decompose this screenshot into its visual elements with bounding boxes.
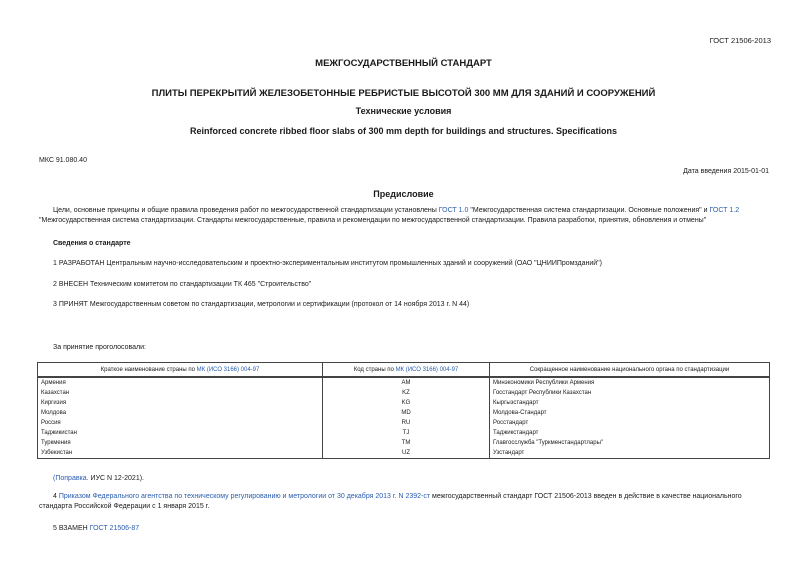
gost-1-2-link[interactable]: ГОСТ 1.2	[709, 207, 740, 214]
gost-1-0-link[interactable]: ГОСТ 1.0	[438, 207, 469, 214]
amendment-link[interactable]: (Поправка.	[53, 475, 89, 482]
cell-code: KZ	[323, 388, 490, 398]
cell-code: UZ	[323, 448, 490, 459]
header-country-name-text: Краткое наименование страны по	[100, 366, 197, 373]
item4-text: межгосударственный стандарт ГОСТ 21506-2013 введен в действие в качестве национального стандарта Российской Федерации с 1 января 2015 г.	[39, 493, 742, 510]
table-row	[38, 448, 770, 459]
introduction-date: Дата введения 2015-01-01	[683, 168, 769, 175]
table-row	[38, 408, 770, 418]
table-row	[38, 418, 770, 428]
cell-org: Росстандарт	[490, 418, 770, 428]
document-subtitle: Технические условия	[355, 106, 452, 116]
document-title-english: Reinforced concrete ribbed floor slabs of 300 mm depth for buildings and structures. Specifications	[189, 126, 618, 136]
table-row	[38, 428, 770, 438]
voting-countries-table	[37, 362, 770, 459]
cell-country: Туркмения	[38, 438, 323, 448]
cell-code: TM	[323, 438, 490, 448]
cell-org: Госстандарт Республики Казахстан	[490, 388, 770, 398]
voted-label: За принятие проголосовали:	[53, 344, 146, 351]
cell-code: AM	[323, 377, 490, 388]
order-link[interactable]: Приказом Федерального агентства по техническому регулированию и метрологии от 30 декабря 2013 г. N 2392-ст	[58, 493, 431, 500]
item-adopted: 3 ПРИНЯТ Межгосударственным советом по стандартизации, метрологии и сертификации (протокол от 14 ноября 2013 г. N 44)	[53, 301, 470, 308]
table-row	[38, 388, 770, 398]
mk-iso-link-1[interactable]: МК (ИСО 3166) 004-97	[196, 366, 260, 373]
header-country-name	[38, 363, 323, 378]
cell-country: Таджикистан	[38, 428, 323, 438]
table-row	[38, 438, 770, 448]
cell-country: Киргизия	[38, 398, 323, 408]
cell-org: Молдова-Стандарт	[490, 408, 770, 418]
item4-prefix: 4	[53, 493, 59, 500]
cell-country: Армения	[38, 377, 323, 388]
document-code: ГОСТ 21506-2013	[709, 36, 771, 45]
header-country-code	[323, 363, 490, 378]
cell-code: KG	[323, 398, 490, 408]
preface-goals-paragraph	[39, 206, 769, 226]
cell-org: Узстандарт	[490, 448, 770, 459]
amendment-note	[53, 474, 144, 484]
header-standards-body: Сокращенное наименование национального органа по стандартизации	[490, 363, 770, 378]
item-replaces	[53, 524, 139, 534]
preface-heading: Предисловие	[373, 189, 434, 199]
table-header-row	[38, 363, 770, 378]
goals-text-3: "Межгосударственная система стандартизации. Стандарты межгосударственные, правила и рекомендации по межгосударственной стандартизации. Правила разработки, принятия, обновления и отмены"	[39, 217, 707, 224]
standard-type-heading: МЕЖГОСУДАРСТВЕННЫЙ СТАНДАРТ	[315, 58, 492, 69]
table-row	[38, 377, 770, 388]
amendment-text: ИУС N 12-2021).	[88, 475, 144, 482]
cell-code: TJ	[323, 428, 490, 438]
header-country-code-text: Код страны по	[353, 366, 396, 373]
table-row	[38, 398, 770, 408]
cell-country: Молдова	[38, 408, 323, 418]
cell-org: Главгосслужба "Туркменстандартлары"	[490, 438, 770, 448]
cell-org: Минэкономики Республики Армения	[490, 377, 770, 388]
goals-text-2: "Межгосударственная система стандартизации. Основные положения" и	[468, 207, 710, 214]
cell-org: Таджикстандарт	[490, 428, 770, 438]
cell-country: Узбекистан	[38, 448, 323, 459]
goals-text-1: Цели, основные принципы и общие правила проведения работ по межгосударственной стандартизации установлены	[53, 207, 439, 214]
standard-info-heading: Сведения о стандарте	[53, 240, 131, 247]
cell-code: MD	[323, 408, 490, 418]
item-enacted	[39, 492, 769, 512]
item-submitted: 2 ВНЕСЕН Техническим комитетом по стандартизации ТК 465 "Строительство"	[53, 281, 312, 288]
document-title: ПЛИТЫ ПЕРЕКРЫТИЙ ЖЕЛЕЗОБЕТОННЫЕ РЕБРИСТЫЕ ВЫСОТОЙ 300 ММ ДЛЯ ЗДАНИЙ И СООРУЖЕНИЙ	[151, 88, 656, 99]
mks-code: МКС 91.080.40	[39, 157, 87, 164]
cell-country: Россия	[38, 418, 323, 428]
cell-code: RU	[323, 418, 490, 428]
cell-country: Казахстан	[38, 388, 323, 398]
mk-iso-link-2[interactable]: МК (ИСО 3166) 004-97	[395, 366, 459, 373]
gost-21506-87-link[interactable]: ГОСТ 21506-87	[89, 525, 140, 532]
item5-prefix: 5 ВЗАМЕН	[53, 525, 90, 532]
item-developed: 1 РАЗРАБОТАН Центральным научно-исследовательским и проектно-экспериментальным институтом промышленных зданий и сооружений (ОАО "ЦНИИПромзданий")	[53, 260, 602, 267]
cell-org: Кыргызстандарт	[490, 398, 770, 408]
